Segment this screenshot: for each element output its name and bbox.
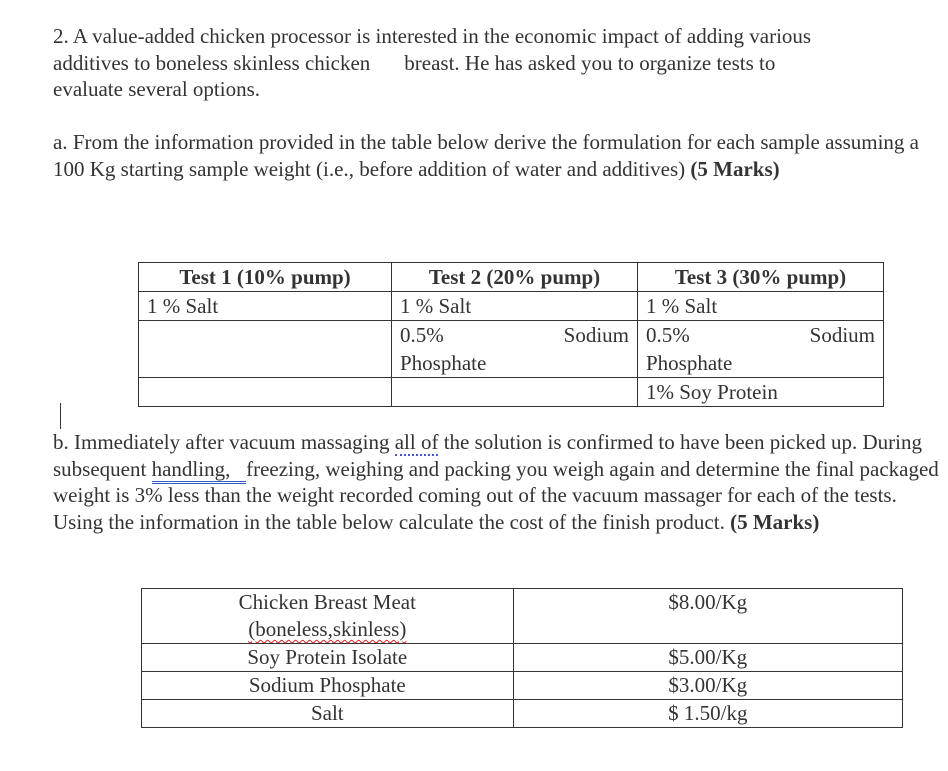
table-row bbox=[139, 378, 884, 407]
intro-line-3: evaluate several options. bbox=[53, 77, 261, 101]
cell-test2-salt: 1 % Salt bbox=[392, 292, 638, 321]
cell-test1-empty bbox=[139, 378, 392, 407]
cost-price-phosphate: $3.00/Kg bbox=[513, 672, 902, 700]
text-cursor bbox=[60, 403, 61, 429]
phosphate-word: Sodium bbox=[563, 323, 629, 347]
phosphate-line2: Phosphate bbox=[646, 351, 733, 375]
chicken-sublabel: (boneless,skinless) bbox=[248, 617, 407, 641]
header-test-2: Test 2 (20% pump) bbox=[392, 263, 638, 292]
phosphate-pct: 0.5% bbox=[646, 323, 690, 347]
table-row bbox=[142, 589, 903, 644]
cost-item-chicken bbox=[142, 589, 514, 644]
part-a-marks: (5 Marks) bbox=[690, 156, 780, 181]
chicken-label: Chicken Breast Meat bbox=[238, 590, 416, 614]
cell-test3-soy: 1% Soy Protein bbox=[638, 378, 884, 407]
cost-price-soy: $5.00/Kg bbox=[513, 644, 902, 672]
part-b-body-2: the solution is confirmed to have been picked up. During subsequent bbox=[53, 430, 922, 481]
cell-test2-empty bbox=[392, 378, 638, 407]
part-a-text bbox=[53, 129, 933, 182]
part-b-body-3: freezing, weighing and packing you weigh again and determine the final packaged weight is 3% less than the weight recorded coming out of the vacuum massager for each of the tests. Using the information in the table below calculate the cost of the finish product. bbox=[53, 456, 939, 534]
tests-table bbox=[138, 262, 884, 407]
cost-price-salt: $ 1.50/kg bbox=[513, 700, 902, 728]
cost-table bbox=[141, 588, 903, 728]
intro-line-2b: breast. He has asked you to organize tests to bbox=[404, 50, 776, 75]
part-b-marks: (5 Marks) bbox=[730, 509, 820, 534]
header-test-1: Test 1 (10% pump) bbox=[139, 263, 392, 292]
table-row bbox=[139, 321, 884, 378]
table-row bbox=[139, 292, 884, 321]
cost-item-soy: Soy Protein Isolate bbox=[142, 644, 514, 672]
cost-price-chicken: $8.00/Kg bbox=[513, 589, 902, 644]
table-row bbox=[142, 700, 903, 728]
grammar-flag-all-of[interactable]: all of bbox=[394, 430, 439, 454]
grammar-flag-handling[interactable]: handling, bbox=[152, 457, 247, 484]
cost-item-phosphate: Sodium Phosphate bbox=[142, 672, 514, 700]
part-a-body: a. From the information provided in the table below derive the formulation for each sample assuming a 100 Kg starting sample weight (i.e., before addition of water and additives) bbox=[53, 130, 920, 181]
tests-header-row bbox=[139, 263, 884, 292]
cell-test3-phosphate bbox=[638, 321, 884, 378]
header-test-3: Test 3 (30% pump) bbox=[638, 263, 884, 292]
intro-line-1: 2. A value-added chicken processor is interested in the economic impact of adding various bbox=[53, 24, 812, 48]
phosphate-line2: Phosphate bbox=[400, 351, 487, 375]
cell-test3-salt: 1 % Salt bbox=[638, 292, 884, 321]
cell-test1-empty bbox=[139, 321, 392, 378]
phosphate-word: Sodium bbox=[809, 323, 875, 347]
question-intro bbox=[53, 23, 933, 103]
part-b-text bbox=[53, 429, 948, 535]
table-row bbox=[142, 672, 903, 700]
cell-test1-salt: 1 % Salt bbox=[139, 292, 392, 321]
table-row bbox=[142, 644, 903, 672]
phosphate-pct: 0.5% bbox=[400, 323, 444, 347]
cost-item-salt: Salt bbox=[142, 700, 514, 728]
part-b-body-1: b. Immediately after vacuum massaging bbox=[53, 430, 395, 454]
cell-test2-phosphate bbox=[392, 321, 638, 378]
intro-line-2a: additives to boneless skinless chicken bbox=[53, 50, 371, 75]
